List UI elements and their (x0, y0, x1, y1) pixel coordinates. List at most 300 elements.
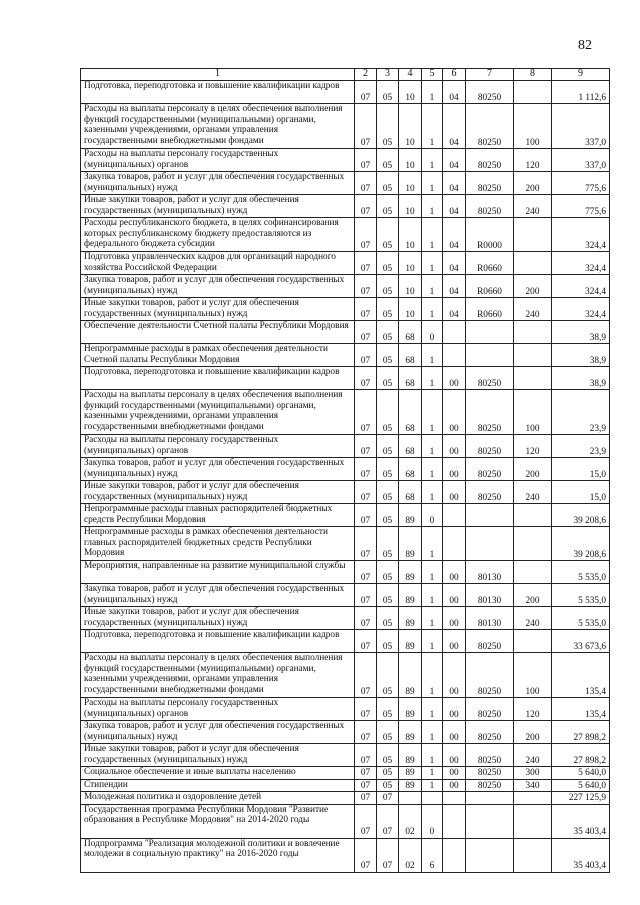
code-cell-2: 07 (355, 252, 377, 275)
code-cell-7: 80130 (466, 561, 514, 584)
code-cell-8: 200 (514, 458, 552, 481)
code-cell-4: 68 (399, 321, 422, 344)
code-cell-4: 89 (399, 744, 422, 767)
code-cell-4: 89 (399, 527, 422, 561)
table-row (81, 298, 610, 321)
code-cell-2: 07 (355, 435, 377, 458)
code-cell-7: R0660 (466, 275, 514, 298)
code-cell-5: 1 (422, 367, 443, 390)
code-cell-3: 05 (377, 779, 399, 792)
code-cell-2: 07 (355, 698, 377, 721)
item-name-cell: Подготовка управленческих кадров для организаций народного хозяйства Российской Федерации (81, 252, 355, 275)
item-name-cell: Закупка товаров, работ и услуг для обеспечения государственных (муниципальных) нужд (81, 275, 355, 298)
code-cell-7: 80250 (466, 698, 514, 721)
col-header: 8 (514, 69, 552, 81)
table-row (81, 195, 610, 218)
col-header: 9 (552, 69, 610, 81)
code-cell-3: 07 (377, 838, 399, 872)
code-cell-6: 00 (443, 779, 466, 792)
code-cell-2: 07 (355, 390, 377, 435)
code-cell-6 (443, 504, 466, 527)
code-cell-4: 10 (399, 81, 422, 104)
table-row (81, 804, 610, 838)
code-cell-5: 1 (422, 104, 443, 149)
code-cell-7: 80250 (466, 172, 514, 195)
code-cell-4: 10 (399, 275, 422, 298)
code-cell-5: 1 (422, 698, 443, 721)
code-cell-5: 1 (422, 561, 443, 584)
code-cell-4: 10 (399, 172, 422, 195)
table-row (81, 792, 610, 805)
table-row (81, 275, 610, 298)
table-row (81, 344, 610, 367)
code-cell-8 (514, 344, 552, 367)
code-cell-3: 05 (377, 527, 399, 561)
code-cell-2: 07 (355, 767, 377, 780)
code-cell-2: 07 (355, 527, 377, 561)
code-cell-2: 07 (355, 744, 377, 767)
code-cell-2: 07 (355, 104, 377, 149)
code-cell-5: 1 (422, 744, 443, 767)
code-cell-2: 07 (355, 630, 377, 653)
code-cell-6: 00 (443, 458, 466, 481)
table-row (81, 218, 610, 252)
code-cell-3: 05 (377, 149, 399, 172)
code-cell-4: 68 (399, 367, 422, 390)
code-cell-8: 200 (514, 721, 552, 744)
code-cell-8 (514, 527, 552, 561)
amount-cell: 39 208,6 (552, 527, 610, 561)
code-cell-2: 07 (355, 792, 377, 805)
code-cell-8 (514, 792, 552, 805)
item-name-cell: Расходы на выплаты персоналу в целях обеспечения выполнения функций государственными (муниципальными) органами, казенными учреждениями, органами управления государственными внебюджетными фондами (81, 653, 355, 698)
code-cell-7 (466, 804, 514, 838)
code-cell-8: 200 (514, 275, 552, 298)
code-cell-3: 05 (377, 744, 399, 767)
code-cell-8: 240 (514, 481, 552, 504)
code-cell-7: 80250 (466, 767, 514, 780)
code-cell-7: 80130 (466, 584, 514, 607)
code-cell-5: 1 (422, 435, 443, 458)
code-cell-2: 07 (355, 149, 377, 172)
item-name-cell: Подготовка, переподготовка и повышение квалификации кадров (81, 630, 355, 653)
item-name-cell: Подготовка, переподготовка и повышение квалификации кадров (81, 81, 355, 104)
code-cell-2: 07 (355, 838, 377, 872)
code-cell-5: 1 (422, 195, 443, 218)
item-name-cell: Подпрограмма "Реализация молодежной политики и вовлечение молодежи в социальную практику" на 2016-2020 годы (81, 838, 355, 872)
code-cell-6 (443, 792, 466, 805)
table-row (81, 744, 610, 767)
table-row (81, 104, 610, 149)
code-cell-7 (466, 321, 514, 344)
code-cell-2: 07 (355, 195, 377, 218)
code-cell-7: R0000 (466, 218, 514, 252)
code-cell-3: 05 (377, 584, 399, 607)
table-row (81, 838, 610, 872)
code-cell-6: 00 (443, 607, 466, 630)
code-cell-6 (443, 321, 466, 344)
code-cell-8 (514, 804, 552, 838)
item-name-cell: Непрограммные расходы в рамках обеспечения деятельности главных распорядителей бюджетных средств Республики Мордовия (81, 527, 355, 561)
code-cell-6: 00 (443, 630, 466, 653)
amount-cell: 324,4 (552, 275, 610, 298)
code-cell-3: 05 (377, 458, 399, 481)
code-cell-3: 05 (377, 561, 399, 584)
amount-cell: 15,0 (552, 481, 610, 504)
code-cell-2: 07 (355, 81, 377, 104)
code-cell-6: 04 (443, 275, 466, 298)
code-cell-5: 1 (422, 481, 443, 504)
code-cell-7 (466, 838, 514, 872)
table-row (81, 698, 610, 721)
code-cell-8: 240 (514, 744, 552, 767)
amount-cell: 5 535,0 (552, 607, 610, 630)
code-cell-8: 240 (514, 195, 552, 218)
code-cell-5: 1 (422, 390, 443, 435)
amount-cell: 23,9 (552, 435, 610, 458)
code-cell-3: 05 (377, 218, 399, 252)
amount-cell: 337,0 (552, 104, 610, 149)
code-cell-7: 80250 (466, 779, 514, 792)
code-cell-3: 05 (377, 767, 399, 780)
code-cell-5: 1 (422, 149, 443, 172)
code-cell-6 (443, 838, 466, 872)
code-cell-3: 05 (377, 252, 399, 275)
code-cell-5: 1 (422, 630, 443, 653)
amount-cell: 38,9 (552, 344, 610, 367)
col-header: 7 (466, 69, 514, 81)
code-cell-4: 68 (399, 344, 422, 367)
code-cell-5: 1 (422, 81, 443, 104)
code-cell-4: 10 (399, 195, 422, 218)
amount-cell: 324,4 (552, 252, 610, 275)
code-cell-8 (514, 367, 552, 390)
col-header: 5 (422, 69, 443, 81)
col-header: 4 (399, 69, 422, 81)
budget-table (80, 68, 610, 873)
code-cell-4: 89 (399, 504, 422, 527)
item-name-cell: Обеспечение деятельности Счетной палаты Республики Мордовия (81, 321, 355, 344)
code-cell-3: 05 (377, 104, 399, 149)
amount-cell: 38,9 (552, 321, 610, 344)
code-cell-6: 04 (443, 195, 466, 218)
code-cell-4: 89 (399, 653, 422, 698)
code-cell-2: 07 (355, 561, 377, 584)
amount-cell: 23,9 (552, 390, 610, 435)
code-cell-7: 80250 (466, 390, 514, 435)
code-cell-5: 1 (422, 344, 443, 367)
code-cell-8: 240 (514, 607, 552, 630)
code-cell-5: 1 (422, 172, 443, 195)
code-cell-6: 04 (443, 298, 466, 321)
code-cell-2: 07 (355, 344, 377, 367)
code-cell-4 (399, 792, 422, 805)
code-cell-5: 1 (422, 653, 443, 698)
item-name-cell: Иные закупки товаров, работ и услуг для обеспечения государственных (муниципальных) нужд (81, 195, 355, 218)
code-cell-3: 05 (377, 721, 399, 744)
code-cell-7: 80250 (466, 435, 514, 458)
code-cell-3: 05 (377, 344, 399, 367)
code-cell-2: 07 (355, 458, 377, 481)
code-cell-6: 00 (443, 367, 466, 390)
table-row (81, 458, 610, 481)
amount-cell: 35 403,4 (552, 838, 610, 872)
code-cell-5: 1 (422, 275, 443, 298)
table-row (81, 584, 610, 607)
item-name-cell: Стипендии (81, 779, 355, 792)
code-cell-6: 00 (443, 744, 466, 767)
item-name-cell: Непрограммные расходы в рамках обеспечения деятельности Счетной палаты Республики Мордовия (81, 344, 355, 367)
amount-cell: 324,4 (552, 298, 610, 321)
code-cell-6 (443, 804, 466, 838)
code-cell-7: R0660 (466, 252, 514, 275)
code-cell-6: 04 (443, 104, 466, 149)
code-cell-2: 07 (355, 275, 377, 298)
item-name-cell: Закупка товаров, работ и услуг для обеспечения государственных (муниципальных) нужд (81, 721, 355, 744)
code-cell-8: 120 (514, 435, 552, 458)
item-name-cell: Социальное обеспечение и иные выплаты населению (81, 767, 355, 780)
code-cell-6 (443, 527, 466, 561)
amount-cell: 337,0 (552, 149, 610, 172)
code-cell-3: 05 (377, 321, 399, 344)
code-cell-2: 07 (355, 607, 377, 630)
code-cell-3: 05 (377, 298, 399, 321)
item-name-cell: Закупка товаров, работ и услуг для обеспечения государственных (муниципальных) нужд (81, 584, 355, 607)
code-cell-2: 07 (355, 218, 377, 252)
code-cell-3: 07 (377, 792, 399, 805)
code-cell-8 (514, 838, 552, 872)
amount-cell: 33 673,6 (552, 630, 610, 653)
table-row (81, 149, 610, 172)
amount-cell: 135,4 (552, 653, 610, 698)
code-cell-5: 1 (422, 779, 443, 792)
code-cell-8: 300 (514, 767, 552, 780)
code-cell-2: 07 (355, 321, 377, 344)
code-cell-8 (514, 252, 552, 275)
code-cell-4: 10 (399, 298, 422, 321)
item-name-cell: Расходы на выплаты персоналу государственных (муниципальных) органов (81, 149, 355, 172)
code-cell-6: 00 (443, 390, 466, 435)
code-cell-8: 120 (514, 149, 552, 172)
amount-cell: 38,9 (552, 367, 610, 390)
code-cell-7: 80250 (466, 195, 514, 218)
amount-cell: 135,4 (552, 698, 610, 721)
amount-cell: 324,4 (552, 218, 610, 252)
item-name-cell: Иные закупки товаров, работ и услуг для обеспечения государственных (муниципальных) нужд (81, 744, 355, 767)
code-cell-5: 6 (422, 838, 443, 872)
code-cell-7 (466, 504, 514, 527)
code-cell-8: 200 (514, 584, 552, 607)
code-cell-8 (514, 321, 552, 344)
code-cell-6: 04 (443, 149, 466, 172)
table-row (81, 527, 610, 561)
code-cell-8 (514, 218, 552, 252)
code-cell-4: 89 (399, 767, 422, 780)
code-cell-3: 05 (377, 275, 399, 298)
code-cell-5: 0 (422, 321, 443, 344)
code-cell-3: 07 (377, 804, 399, 838)
code-cell-8: 240 (514, 298, 552, 321)
code-cell-3: 05 (377, 390, 399, 435)
code-cell-2: 07 (355, 804, 377, 838)
amount-cell: 15,0 (552, 458, 610, 481)
table-row (81, 252, 610, 275)
code-cell-3: 05 (377, 630, 399, 653)
code-cell-3: 05 (377, 653, 399, 698)
code-cell-6: 00 (443, 653, 466, 698)
code-cell-3: 05 (377, 172, 399, 195)
code-cell-4: 68 (399, 390, 422, 435)
code-cell-4: 02 (399, 804, 422, 838)
code-cell-8: 120 (514, 698, 552, 721)
code-cell-7: 80250 (466, 81, 514, 104)
code-cell-3: 05 (377, 698, 399, 721)
code-cell-2: 07 (355, 172, 377, 195)
code-cell-8 (514, 561, 552, 584)
amount-cell: 5 535,0 (552, 584, 610, 607)
code-cell-4: 10 (399, 252, 422, 275)
code-cell-4: 10 (399, 218, 422, 252)
item-name-cell: Расходы на выплаты персоналу государственных (муниципальных) органов (81, 698, 355, 721)
amount-cell: 227 125,9 (552, 792, 610, 805)
code-cell-7 (466, 344, 514, 367)
table-row (81, 481, 610, 504)
code-cell-5: 1 (422, 721, 443, 744)
code-cell-7: 80250 (466, 458, 514, 481)
code-cell-7: 80130 (466, 607, 514, 630)
code-cell-2: 07 (355, 298, 377, 321)
table-row (81, 653, 610, 698)
code-cell-4: 89 (399, 630, 422, 653)
table-row (81, 767, 610, 780)
amount-cell: 775,6 (552, 172, 610, 195)
code-cell-6: 00 (443, 698, 466, 721)
code-cell-6: 00 (443, 767, 466, 780)
code-cell-5: 1 (422, 607, 443, 630)
code-cell-7: 80250 (466, 481, 514, 504)
table-row (81, 172, 610, 195)
col-header: 3 (377, 69, 399, 81)
code-cell-4: 89 (399, 721, 422, 744)
code-cell-6: 00 (443, 584, 466, 607)
table-row (81, 504, 610, 527)
table-row (81, 390, 610, 435)
table-row (81, 779, 610, 792)
code-cell-5: 0 (422, 504, 443, 527)
amount-cell: 775,6 (552, 195, 610, 218)
code-cell-4: 89 (399, 607, 422, 630)
item-name-cell: Подготовка, переподготовка и повышение квалификации кадров (81, 367, 355, 390)
amount-cell: 27 898,2 (552, 721, 610, 744)
code-cell-3: 05 (377, 607, 399, 630)
code-cell-5: 0 (422, 804, 443, 838)
code-cell-7: 80250 (466, 630, 514, 653)
code-cell-2: 07 (355, 721, 377, 744)
amount-cell: 35 403,4 (552, 804, 610, 838)
col-header: 2 (355, 69, 377, 81)
code-cell-6: 00 (443, 435, 466, 458)
code-cell-7: 80250 (466, 653, 514, 698)
code-cell-5: 1 (422, 584, 443, 607)
table-row (81, 607, 610, 630)
col-header: 1 (81, 69, 355, 81)
amount-cell: 1 112,6 (552, 81, 610, 104)
code-cell-3: 05 (377, 435, 399, 458)
code-cell-4: 10 (399, 104, 422, 149)
code-cell-2: 07 (355, 779, 377, 792)
code-cell-3: 05 (377, 481, 399, 504)
code-cell-6: 04 (443, 81, 466, 104)
code-cell-8: 200 (514, 172, 552, 195)
code-cell-8: 100 (514, 390, 552, 435)
item-name-cell: Закупка товаров, работ и услуг для обеспечения государственных (муниципальных) нужд (81, 172, 355, 195)
code-cell-5: 1 (422, 252, 443, 275)
item-name-cell: Расходы на выплаты персоналу в целях обеспечения выполнения функций государственными (муниципальными) органами, казенными учреждениями, органами управления государственными внебюджетными фондами (81, 390, 355, 435)
code-cell-4: 89 (399, 561, 422, 584)
code-cell-4: 02 (399, 838, 422, 872)
header-row (81, 69, 610, 81)
code-cell-6: 00 (443, 481, 466, 504)
code-cell-7: 80250 (466, 149, 514, 172)
amount-cell: 5 640,0 (552, 767, 610, 780)
code-cell-6 (443, 344, 466, 367)
code-cell-8 (514, 81, 552, 104)
item-name-cell: Иные закупки товаров, работ и услуг для обеспечения государственных (муниципальных) нужд (81, 298, 355, 321)
item-name-cell: Иные закупки товаров, работ и услуг для обеспечения государственных (муниципальных) нужд (81, 481, 355, 504)
item-name-cell: Иные закупки товаров, работ и услуг для обеспечения государственных (муниципальных) нужд (81, 607, 355, 630)
code-cell-5: 1 (422, 298, 443, 321)
code-cell-3: 05 (377, 195, 399, 218)
code-cell-8 (514, 504, 552, 527)
code-cell-6: 00 (443, 721, 466, 744)
amount-cell: 5 640,0 (552, 779, 610, 792)
item-name-cell: Молодежная политика и оздоровление детей (81, 792, 355, 805)
amount-cell: 5 535,0 (552, 561, 610, 584)
code-cell-8: 100 (514, 104, 552, 149)
code-cell-4: 68 (399, 435, 422, 458)
amount-cell: 27 898,2 (552, 744, 610, 767)
code-cell-7: R0660 (466, 298, 514, 321)
code-cell-4: 68 (399, 458, 422, 481)
code-cell-4: 89 (399, 698, 422, 721)
code-cell-8: 100 (514, 653, 552, 698)
code-cell-7: 80250 (466, 104, 514, 149)
code-cell-4: 89 (399, 584, 422, 607)
table-row (81, 367, 610, 390)
table-row (81, 321, 610, 344)
item-name-cell: Мероприятия, направленные на развитие муниципальной службы (81, 561, 355, 584)
code-cell-5: 1 (422, 458, 443, 481)
code-cell-6: 04 (443, 252, 466, 275)
code-cell-5: 1 (422, 527, 443, 561)
code-cell-4: 68 (399, 481, 422, 504)
item-name-cell: Расходы республиканского бюджета, в целях софинансирования которых республиканскому бюджету предоставляются из федерального бюджета субсидии (81, 218, 355, 252)
code-cell-2: 07 (355, 504, 377, 527)
code-cell-7: 80250 (466, 744, 514, 767)
code-cell-6: 00 (443, 561, 466, 584)
code-cell-2: 07 (355, 653, 377, 698)
code-cell-7: 80250 (466, 721, 514, 744)
item-name-cell: Расходы на выплаты персоналу государственных (муниципальных) органов (81, 435, 355, 458)
code-cell-6: 04 (443, 172, 466, 195)
code-cell-7: 80250 (466, 367, 514, 390)
code-cell-2: 07 (355, 481, 377, 504)
code-cell-8: 340 (514, 779, 552, 792)
code-cell-5 (422, 792, 443, 805)
code-cell-2: 07 (355, 367, 377, 390)
table-row (81, 561, 610, 584)
code-cell-4: 89 (399, 779, 422, 792)
